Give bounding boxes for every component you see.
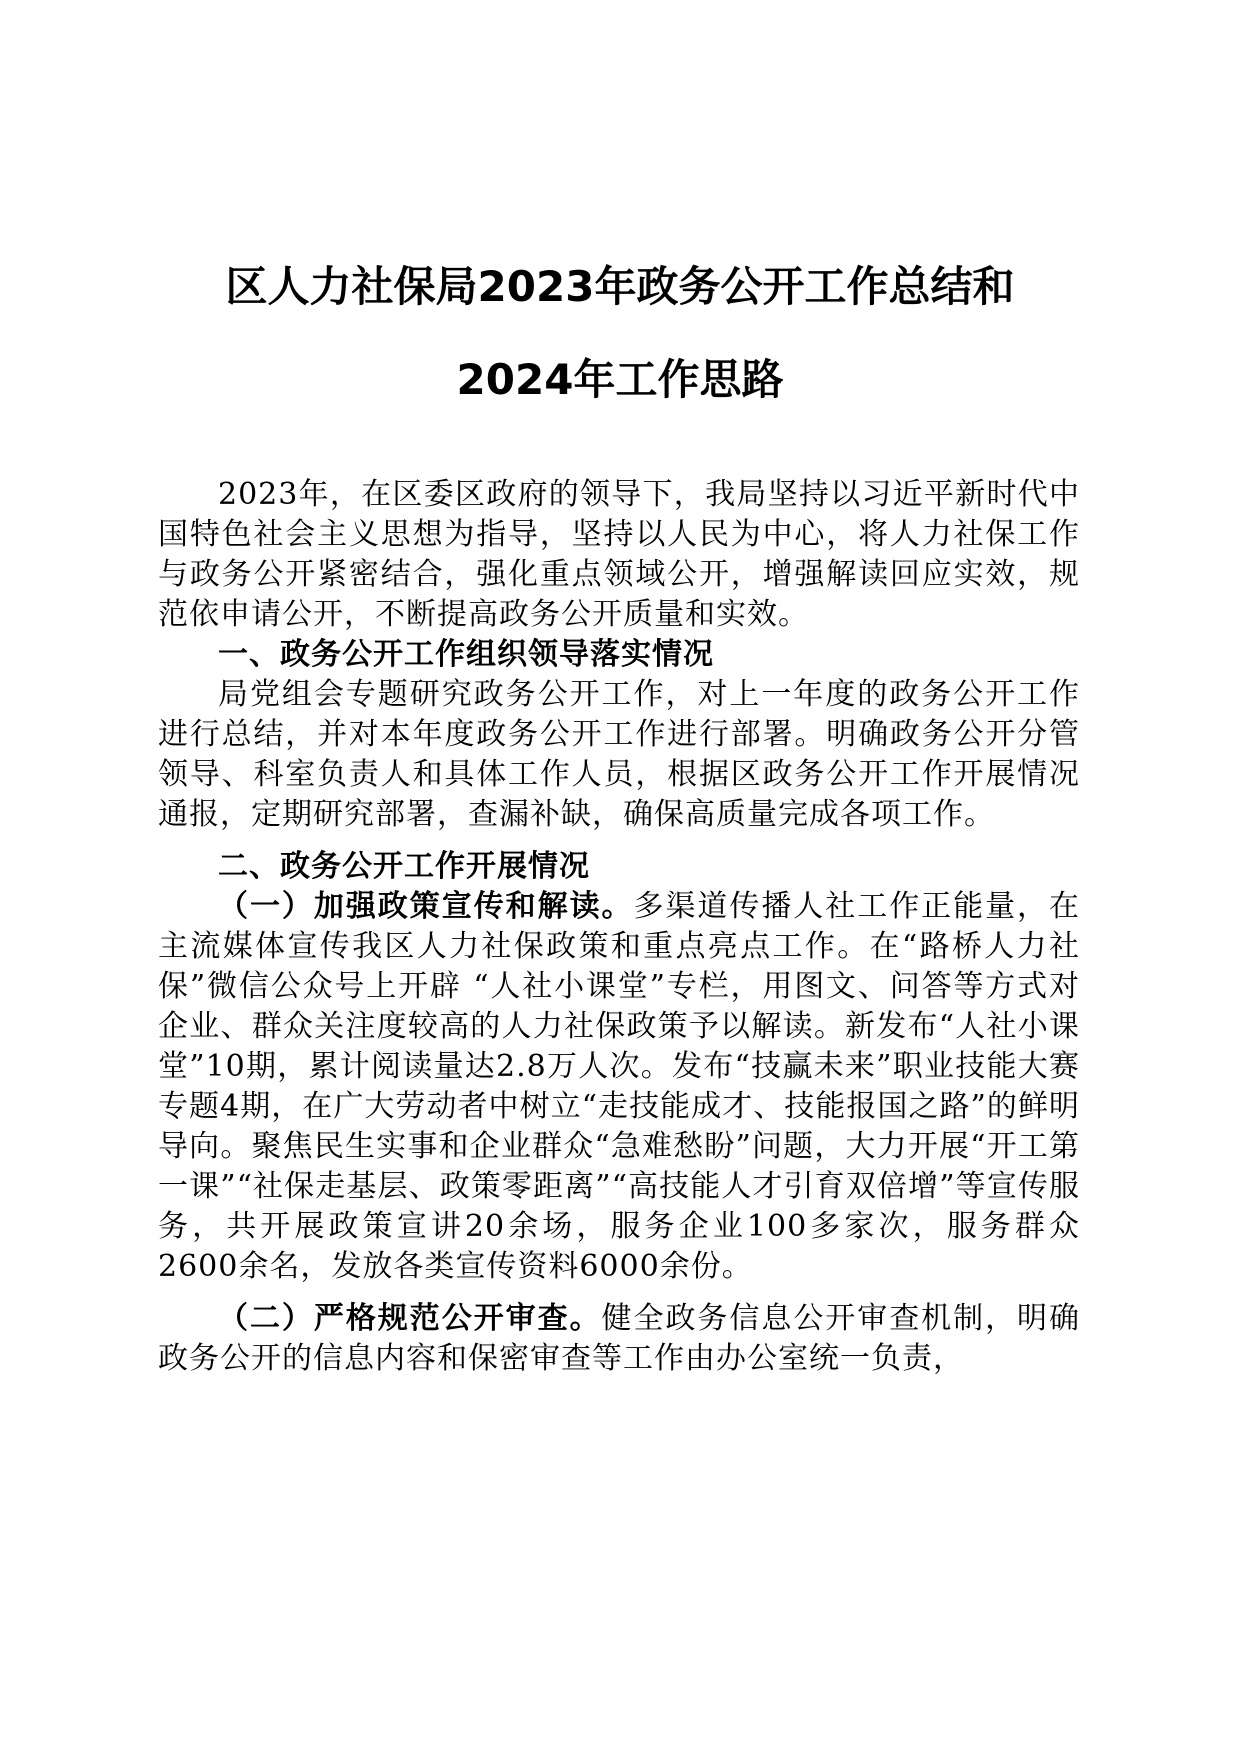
subsection-2-lead: （二）严格规范公开审查。 <box>218 1301 602 1336</box>
subsection-2-paragraph <box>158 1299 1080 1379</box>
section-1-heading: 一、政务公开工作组织领导落实情况 <box>218 637 714 672</box>
intro-paragraph: 2023年，在区委区政府的领导下，我局坚持以习近平新时代中国特色社会主义思想为指导，坚持以人民为中心，将人力社保工作与政务公开紧密结合，强化重点领域公开，增强解读回应实效，规范依申请公开，不断提高政务公开质量和实效。 <box>158 477 1080 632</box>
section-1-paragraph: 局党组会专题研究政务公开工作，对上一年度的政务公开工作进行总结，并对本年度政务公开工作进行部署。明确政务公开分管领导、科室负责人和具体工作人员，根据区政务公开工作开展情况通报，定期研究部署，查漏补缺，确保高质量完成各项工作。 <box>158 677 1080 832</box>
subsection-1-paragraph <box>158 887 1080 1287</box>
document-title-line-2: 2024年工作思路 <box>456 355 784 404</box>
subsection-2-body: 健全政务信息公开审查机制，明确政务公开的信息内容和保密审查等工作由办公室统一负责， <box>158 1301 1081 1376</box>
document-body <box>158 475 1080 1379</box>
document-title-line-1: 区人力社保局2023年政务公开工作总结和 <box>225 262 1015 311</box>
subsection-1-lead: （一）加强政策宣传和解读。 <box>218 889 634 924</box>
subsection-1-body: 多渠道传播人社工作正能量，在主流媒体宣传我区人力社保政策和重点亮点工作。在“路桥人力社保”微信公众号上开辟 “人社小课堂”专栏，用图文、问答等方式对企业、群众关注度较高的人力社保政策予以解读。新发布“人社小课堂”10期，累计阅读量达2.8万人次。发布“技赢未来”职业技能大赛专题4期，在广大劳动者中树立“走技能成才、技能报国之路”的鲜明导向。聚焦民生实事和企业群众“急难愁盼”问题，大力开展“开工第一课”“社保走基层、政策零距离”“高技能人才引育双倍增”等宣传服务，共开展政策宣讲20余场，服务企业100多家次，服务群众2600余名，发放各类宣传资料6000余份。 <box>158 889 1080 1284</box>
section-2-heading: 二、政务公开工作开展情况 <box>218 849 590 884</box>
